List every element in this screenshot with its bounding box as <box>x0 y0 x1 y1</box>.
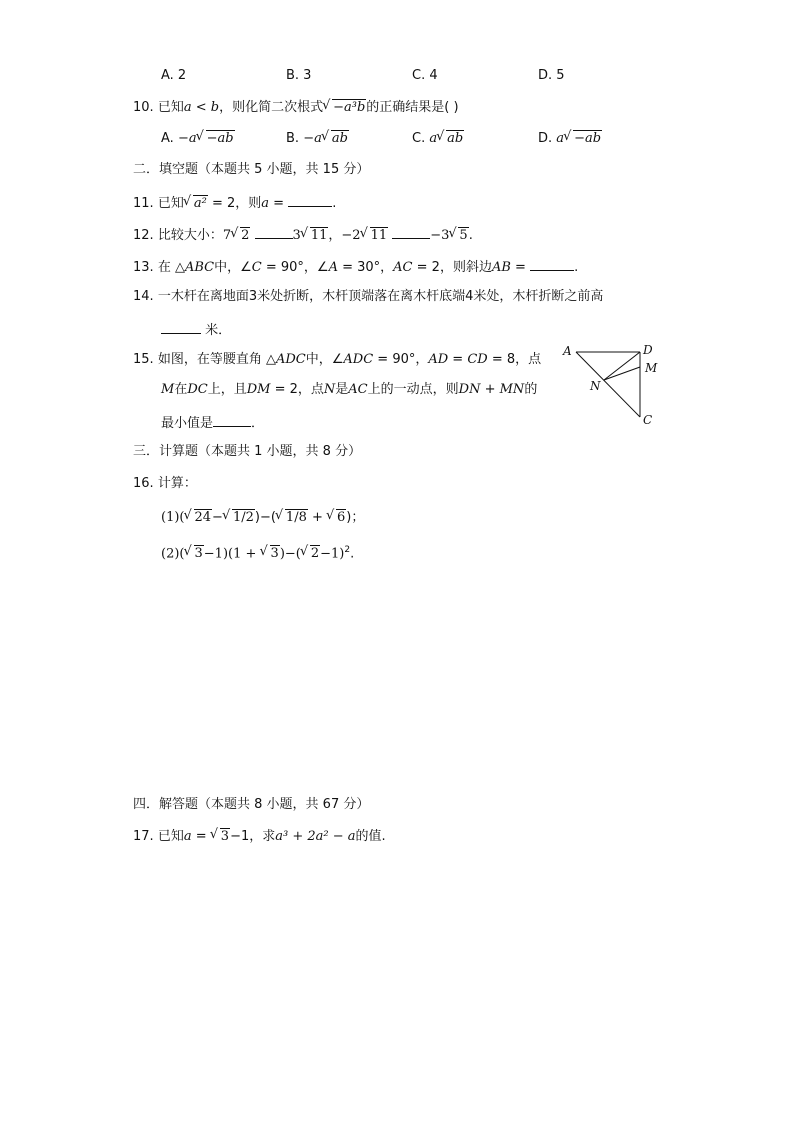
q12-answer-blank-2[interactable] <box>392 227 430 239</box>
q10-option-a: A. −a√ −ab <box>161 132 235 145</box>
segment-dn <box>604 352 640 380</box>
question-15-line-3: 最小值是 ． <box>161 416 265 431</box>
label-point-c: C <box>643 413 653 427</box>
question-11: 11. 已知√ a² = 2，则a = . <box>133 195 336 210</box>
q10-option-c: C. a√ ab <box>412 132 464 145</box>
q15-answer-blank[interactable] <box>213 415 251 427</box>
question-16-part-1: (1)(√ 24−√ 1/2)−(√ 1/8 + √ 6)； <box>161 511 364 524</box>
q12-answer-blank-1[interactable] <box>255 227 293 239</box>
section-3-heading: 三．计算题（本题共 1 小题，共 8 分） <box>133 444 362 459</box>
question-10 <box>133 101 459 114</box>
q9-option-d: D. 5 <box>538 68 565 83</box>
label-point-n: N <box>590 379 601 393</box>
q10-prefix: 已知 <box>157 100 184 115</box>
section-4-heading: 四．解答题（本题共 8 小题，共 67 分） <box>133 797 370 812</box>
question-16: 16. 计算： <box>133 476 197 491</box>
q10-condition: a < b <box>183 100 220 115</box>
q10-suffix: 的正确结果是( ) <box>366 100 459 115</box>
q15-triangle-figure <box>558 340 668 432</box>
q11-answer-blank[interactable] <box>288 195 332 207</box>
q10-radical: √ −a³b <box>323 101 366 114</box>
question-13: 13. 在 △ABC中，∠C = 90°，∠A = 30°，AC = 2，则斜边AB = . <box>133 260 579 275</box>
q10-mid: ，则化简二次根式 <box>219 100 324 115</box>
section-2-heading: 二．填空题（本题共 5 小题，共 15 分） <box>133 162 370 177</box>
q9-option-a: A. 2 <box>161 68 187 83</box>
q9-option-c: C. 4 <box>412 68 438 83</box>
q14-answer-blank[interactable] <box>161 322 201 334</box>
label-point-a: A <box>563 344 572 358</box>
segment-ac <box>576 352 640 417</box>
q10-option-b: B. −a√ ab <box>286 132 349 145</box>
segment-mn <box>604 367 640 380</box>
q11-radical: √ a² <box>184 197 208 210</box>
question-16-part-2: (2)(√ 3−1)(1 + √ 3)−(√ 2−1)$^2$. <box>161 546 354 560</box>
q9-option-b: B. 3 <box>286 68 312 83</box>
question-14-line-2: 米． <box>161 322 231 337</box>
label-point-d: D <box>643 343 653 357</box>
label-point-m: M <box>645 361 658 375</box>
question-15-line-2: M在DC上，且DM = 2，点N是AC上的一动点，则DN + MN的 <box>161 382 538 397</box>
question-17: 17. 已知a = √ 3−1，求a³ + 2a² − a的值. <box>133 830 386 843</box>
question-15: 15. 如图，在等腰直角 △ADC中，∠ADC = 90°，AD = CD = 8，点 <box>133 352 542 367</box>
q10-option-d: D. a√ −ab <box>538 132 602 145</box>
question-14: 14. 一木杆在离地面3米处折断，木杆顶端落在离木杆底端4米处，木杆折断之前高 <box>133 289 604 304</box>
question-12: 12. 比较大小：7√ 2 3√ 11，−2√ 11 −3√ 5. <box>133 227 473 242</box>
q13-answer-blank[interactable] <box>530 259 574 271</box>
q10-number: 10. <box>133 100 154 115</box>
